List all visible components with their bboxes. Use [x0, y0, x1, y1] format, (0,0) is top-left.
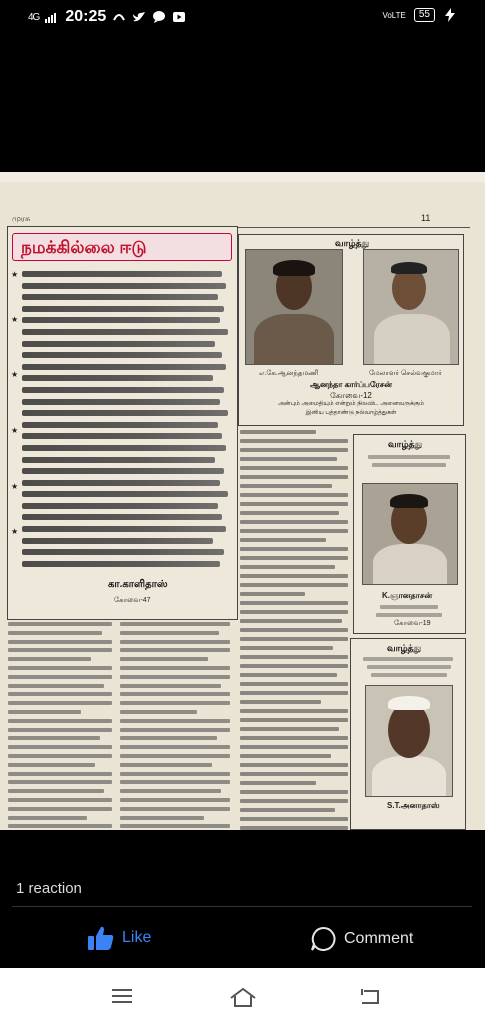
youtube-icon [172, 10, 186, 24]
greeting-message-2: இனிய புத்தாண்டு நல்வாழ்த்துகள் [305, 410, 397, 416]
paper-edge [0, 172, 485, 182]
portrait-middle-caption: K.ஞானதாசன் [382, 591, 433, 600]
thumbs-up-icon [88, 926, 114, 950]
portrait-right [363, 249, 459, 365]
poem-author-place: கோவை-47 [114, 597, 151, 604]
status-right [382, 8, 457, 22]
navigation-bar [0, 968, 485, 1024]
poem-author: கா.காளிதாஸ் [108, 579, 168, 590]
greeting-heading: வாழ்த்து [388, 439, 423, 449]
star-marker: ★ [11, 270, 19, 279]
star-marker: ★ [11, 315, 19, 324]
poem-body [22, 271, 230, 572]
footer-divider [12, 906, 472, 907]
reaction-count[interactable]: 1 reaction [16, 880, 82, 897]
org-name: ஆனந்தா கார்ப்பரேசன் [309, 380, 392, 389]
greeting-box-bottom [350, 638, 466, 830]
back-icon[interactable] [358, 986, 382, 1006]
volte-indicator: VoLTE [382, 10, 406, 20]
article-col-1 [8, 622, 112, 830]
star-marker: ★ [11, 426, 19, 435]
star-marker: ★ [11, 370, 19, 379]
portrait-left [245, 249, 343, 365]
greeting-heading: வாழ்த்து [335, 238, 370, 248]
charging-bolt-icon [443, 8, 457, 22]
portrait-bottom [365, 685, 453, 797]
home-icon[interactable] [228, 986, 258, 1008]
portrait-middle [362, 483, 458, 585]
newspaper-photo[interactable] [0, 172, 485, 830]
article-col-2 [120, 622, 230, 830]
like-label: Like [122, 929, 152, 946]
twitter-icon [132, 10, 146, 24]
masthead-fragment: முரசு [12, 214, 31, 223]
article-column [240, 430, 348, 830]
greeting-heading: வாழ்த்து [387, 643, 422, 653]
comment-button[interactable] [310, 926, 413, 952]
portrait-left-caption: எ.கே.ஆனந்தமணி [259, 370, 319, 377]
comment-label: Comment [344, 930, 414, 947]
network-type: 4G [28, 11, 40, 23]
app-notification-icon [112, 10, 126, 24]
menu-icon[interactable] [110, 986, 134, 1006]
like-button[interactable] [88, 926, 151, 950]
signal-icon [45, 10, 59, 24]
battery-level: 55 [414, 8, 435, 22]
star-marker: ★ [11, 527, 19, 536]
star-marker: ★ [11, 482, 19, 491]
portrait-bottom-caption: S.T.அனாதாஸ் [387, 801, 440, 810]
org-city: கோவை-12 [330, 391, 372, 400]
portrait-middle-city: கோவை-19 [394, 620, 431, 627]
greeting-box-top [238, 234, 464, 426]
page-number: 11 [421, 213, 431, 223]
chat-icon [152, 10, 166, 24]
status-bar [0, 0, 485, 36]
comment-icon [310, 926, 336, 952]
greeting-box-middle [353, 434, 466, 634]
status-left [28, 8, 186, 26]
portrait-right-caption: மேலாளர் செல்வகுமார் [369, 370, 442, 377]
clock: 20:25 [65, 8, 107, 25]
poem-box [7, 226, 238, 620]
poem-title: நமக்கில்லை ஈடு [12, 233, 232, 261]
greeting-message-1: அன்பும் அமைதியும் என்றும் நிலவிட அனைவருக்கும் [278, 401, 424, 407]
